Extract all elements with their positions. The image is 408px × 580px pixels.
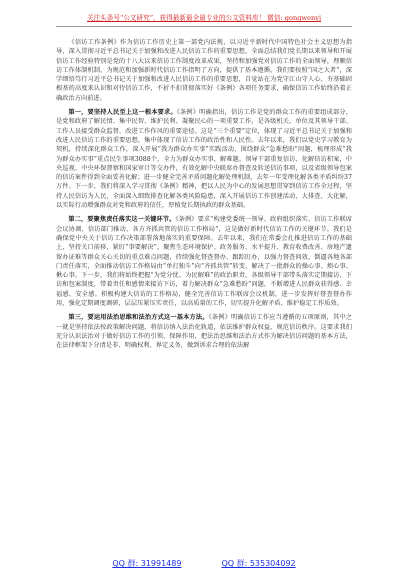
paragraph-first-point bbox=[56, 108, 352, 210]
paragraph-intro bbox=[56, 38, 352, 103]
footer-qq-groups bbox=[56, 558, 352, 569]
paragraph-text: 《条例》明确指出，信访工作是党的群众工作的重要组成部分，是党和政府了解民情、集中民智、维护民利、凝聚民心的一项重要工作，是各级机关、单位及其领导干部、工作人员接受群众监督、改进工作作风的重要途径。这是“三个重要”定位，体现了习近平总书记关于加强和改进人民信访工作的重要思想，集中体现了信访工作的政治性和人民性。去年以来，我们以党史学习教育为契机，持续深化群众工作，深入开展“我为群众办实事”实践活动，围绕群众“急难愁盼”问题，梳理形成“我为群众办实事”重点民生事项3088个，全力为群众办实事、解难题。领导干部重复信访、化解信访积案，中央巡视、中央环保督察和国家审计等交办件，有效化解中央联席办督查及转送信访事项，以及省级领导包案的信访案件得到全面妥善化解；进一步健全完善矛盾问题化解处理机制，去年一年受理化解各类矛盾纠纷37万件。下一步，我们将深入学习贯彻《条例》精神，把以人民为中心的发展思想贯穿到信访工作全过程，坚持人民信访为人民，全面深入细致排查化解各类风险隐患，深入开展信访工作创建活动，大排查、大化解，以实际行动增强群众对党和政府的信任，厚植党长期执政的群众基础。 bbox=[56, 109, 352, 210]
paragraph-text: 《条例》要求“构建党委统一领导、政府组织落实、信访工作联席会议协调、信访部门推动、各方齐抓共管的信访工作格局”，这是做好新时代信访工作的关键环节。我们是确保党中央关于信访工作决策部署落地落实的重要保障。去年以来，我们在常委会扎推进信访工作的基础上，坚持关口前移，紧盯“事要解决”，聚焦生态环境保护、政务服务、水平提升、教育收费改善、房地产遗留办证难等群众关心关切的重点难点问题，持续强化督查督办、跟踪盯办，以强力督查问效，倒逼各地各部门责任落实，全面推动信访工作格局由“单打独斗”向“齐抓共管”转变，解决了一批群众的操心事、烦心事、揪心事。下一步，我们将始终把握“为党分忧、为民解难”的政治职责，各级领导干部带头落实定期接访、下访和包案制度，带着责任和感情来接访下访，着力解决群众“急难愁盼”问题，不断增进人民群众获得感、幸福感、安全感。积极构建大信访的工作格局，健全完善信访工作联席会议机制，进一步发挥好督查督办作用，强化定期调度调研，层层压紧压实责任，以高质量的工作，切实提升化解矛盾、维护稳定工作质效。 bbox=[56, 216, 352, 308]
paragraph-third-point bbox=[56, 313, 352, 350]
paragraph-lead: 第二，要聚焦责任落实这一关键环节。 bbox=[68, 216, 176, 224]
header-promo-link[interactable]: 关注头条号“公文研究”，获得最新最全最专业的公文资料库！ 微信: gongwenyj bbox=[87, 14, 321, 22]
qq-group-link-2[interactable]: QQ 群: 535304092 bbox=[221, 559, 296, 568]
paragraph-second-point bbox=[56, 215, 352, 308]
paragraph-lead: 第三，要运用法治思维和法治方式这一基本方法。 bbox=[68, 314, 209, 322]
qq-group-link-1[interactable]: QQ 群: 31991489 bbox=[112, 559, 182, 568]
paragraph-text: 《条例》明确信访工作应当遵循的五项原则，其中之一就是坚持依法按政策解决问题，将信访纳入法治化轨道，依法维护群众权益、规范信访秩序。这要求我们充分认识法治对于做好信访工作的引领、保障作用，把法治思维和法治方式作为解决信访问题的基本方法，在法律框架下分清是非、明确权利、界定义务，做到诉求合理的依法解 bbox=[56, 314, 352, 350]
article-body bbox=[56, 38, 352, 540]
header-divider bbox=[56, 26, 352, 27]
paragraph-lead: 第一，要坚持人民至上这一根本要求。 bbox=[68, 109, 177, 117]
paragraph-text: 《信访工作条例》作为信访工作历史上第一部党内法规，以习近平新时代中国特色社会主义思想为指导，深入贯彻习近平总书记关于加强和改进人民信访工作的重要思想，全面总结我们党长期以来领导和开展信访工作经验特别是党的十八大以来信访工作制度改革成果，坚持和加强党对信访工作的全面领导，理顺信访工作体制机制，为规范和加强新时代信访工作指明了方向，提供了基本遵循。我们要按照“国之大者”，深学细悟笃行习近平总书记关于加强和改进人民信访工作的重要思想，自觉站在为党守江山守人心、夯基础固根基的高度来认识和对待信访工作，不折不扣贯彻落实好《条例》各项任务要求，确保信访工作始终沿着正确政治方向前进。 bbox=[56, 39, 352, 102]
